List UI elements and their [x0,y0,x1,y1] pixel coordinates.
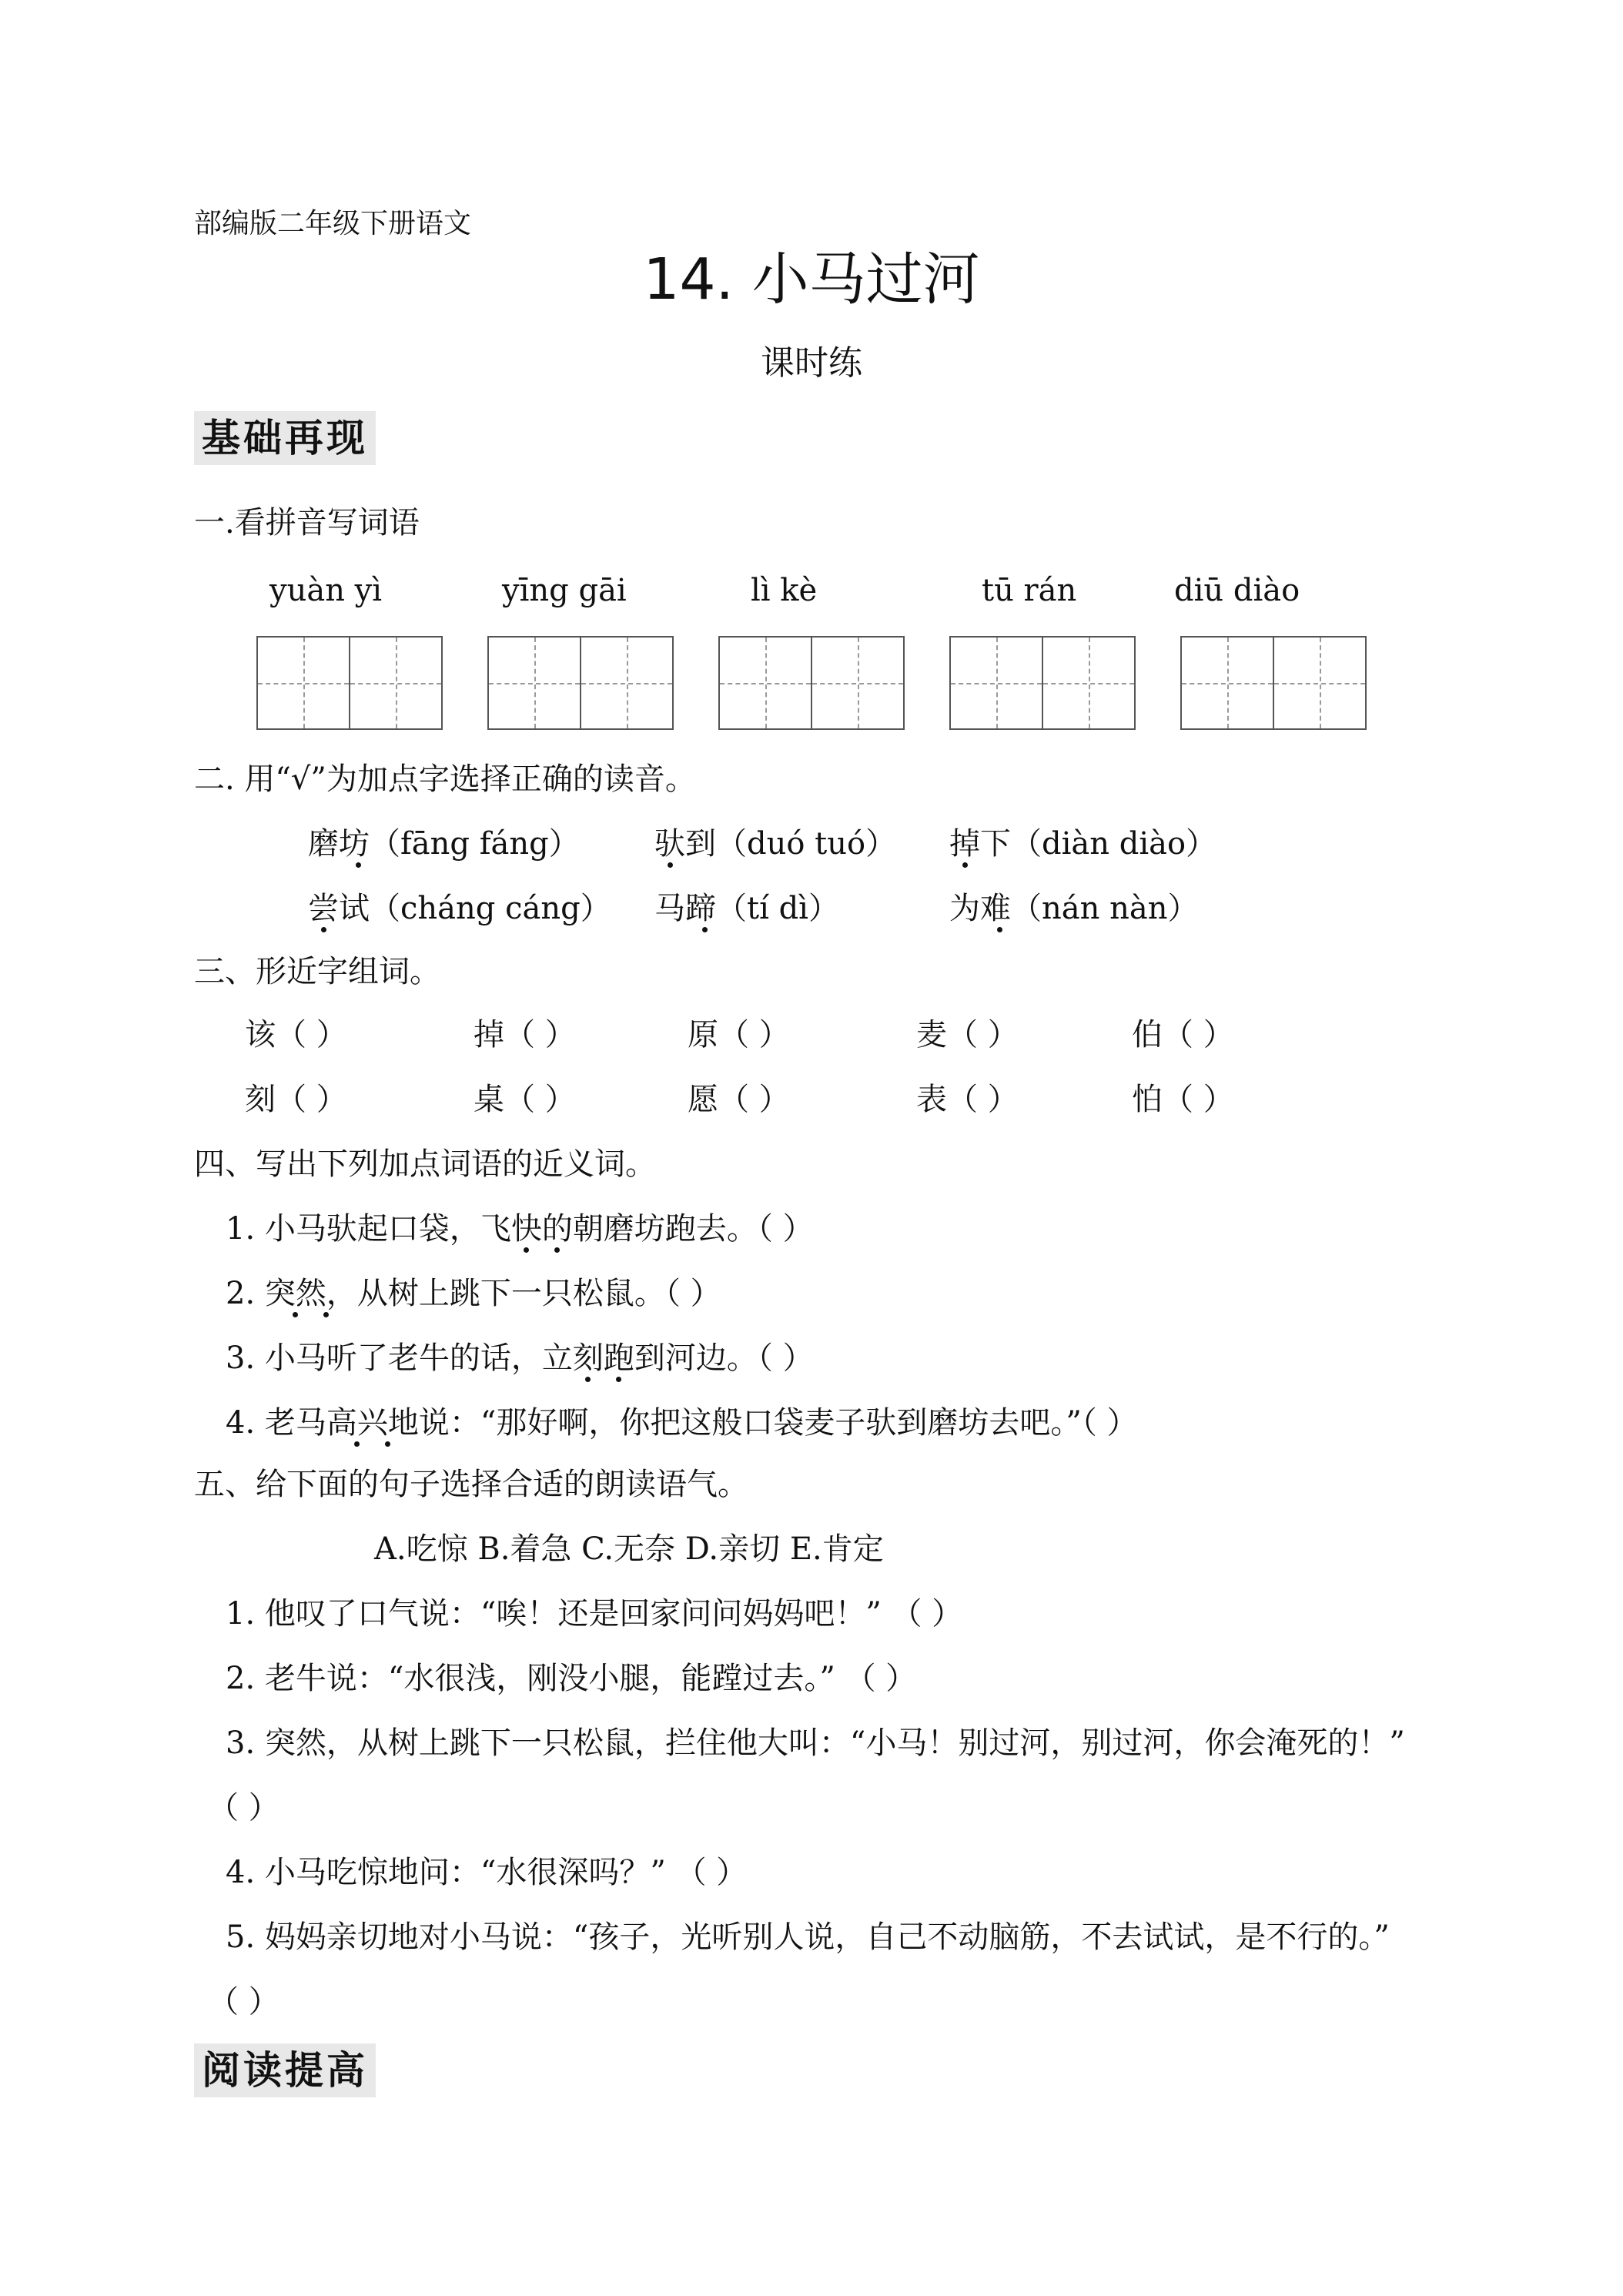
pinyin-3: lì kè [751,573,818,608]
writing-grid-1[interactable] [256,636,443,728]
q5-options: A.吃惊 B.着急 C.无奈 D.亲切 E.肯定 [374,1531,884,1567]
q3-r2-5: 怕（ ） [1132,1082,1234,1117]
emphasis-dot [524,1247,529,1253]
emphasis-dot [293,1312,298,1317]
q2-item-1: 磨坊（fāng fáng） [308,826,580,862]
page-subtitle: 课时练 [761,343,862,383]
pinyin-5: diū diào [1174,573,1300,608]
q2-item-2: 驮到（duó tuó） [654,826,897,862]
emphasis-dot [354,1441,360,1447]
q2-item-3: 掉下（diàn diào） [949,826,1217,862]
q5-item-2: 2. 老牛说：“水很浅，刚没小腿，能蹚过去。” （ ） [226,1661,917,1696]
q5-item-4: 4. 小马吃惊地问：“水很深吗？” （ ） [226,1855,748,1890]
q2-title: 二. 用“√”为加点字选择正确的读音。 [194,761,696,797]
emphasis-dot [321,927,326,932]
q3-r2-1: 刻（ ） [245,1082,347,1117]
pinyin-2: yīng gāi [502,573,627,608]
emphasis-dot [323,1312,329,1317]
q5-item-3-blank: （ ） [208,1790,279,1826]
q4-item-4: 4. 老马高兴地说：“那好啊，你把这般口袋麦子驮到磨坊去吧。”（ ） [226,1405,1138,1441]
q3-r1-1: 该（ ） [245,1017,347,1053]
emphasis-dot [616,1377,621,1382]
q4-item-3: 3. 小马听了老牛的话，立刻跑到河边。（ ） [226,1340,814,1376]
q5-title: 五、给下面的句子选择合适的朗读语气。 [194,1467,748,1502]
q3-r2-3: 愿（ ） [688,1082,790,1117]
emphasis-dot [385,1441,390,1447]
pinyin-4: tū rán [982,573,1077,608]
emphasis-dot [668,862,673,868]
q3-r1-3: 原（ ） [688,1017,790,1053]
doc-header: 部编版二年级下册语文 [194,208,472,239]
q3-r1-2: 掉（ ） [474,1017,576,1053]
q1-title: 一.看拼音写词语 [194,505,420,541]
q5-item-5: 5. 妈妈亲切地对小马说：“孩子，光听别人说，自己不动脑筋，不去试试，是不行的。” [226,1919,1390,1955]
q2-item-5: 马蹄（tí dì） [654,891,839,926]
emphasis-dot [356,862,361,868]
emphasis-dot [554,1247,560,1253]
emphasis-dot [962,862,968,868]
writing-grid-2[interactable] [487,636,674,728]
q4-item-1: 1. 小马驮起口袋，飞快的朝磨坊跑去。（ ） [226,1211,814,1247]
pinyin-1: yuàn yì [269,573,383,608]
q3-title: 三、形近字组词。 [194,954,440,989]
section-heading-reading: 阅读提高 [194,2043,376,2097]
emphasis-dot [585,1377,591,1382]
q3-r1-4: 麦（ ） [916,1017,1019,1053]
emphasis-dot [997,927,1002,932]
section-heading-basic: 基础再现 [194,411,376,465]
page-title: 14. 小马过河 [643,246,980,313]
writing-grid-3[interactable] [718,636,905,728]
q2-item-6: 为难（nán nàn） [949,891,1199,926]
q4-title: 四、写出下列加点词语的近义词。 [194,1146,656,1182]
q2-item-4: 尝试（cháng cáng） [308,891,611,926]
q3-r2-4: 表（ ） [916,1082,1019,1117]
q5-item-1: 1. 他叹了口气说：“唉！还是回家问问妈妈吧！” （ ） [226,1596,963,1632]
writing-grid-5[interactable] [1180,636,1367,728]
writing-grid-4[interactable] [949,636,1136,728]
emphasis-dot [702,927,708,932]
q4-item-2: 2. 突然，从树上跳下一只松鼠。（ ） [226,1276,721,1311]
q5-item-5-blank: （ ） [208,1984,279,2020]
q5-item-3: 3. 突然，从树上跳下一只松鼠，拦住他大叫：“小马！别过河，别过河，你会淹死的！” [226,1725,1405,1761]
q3-r1-5: 伯（ ） [1132,1017,1234,1053]
q3-r2-2: 桌（ ） [474,1082,576,1117]
